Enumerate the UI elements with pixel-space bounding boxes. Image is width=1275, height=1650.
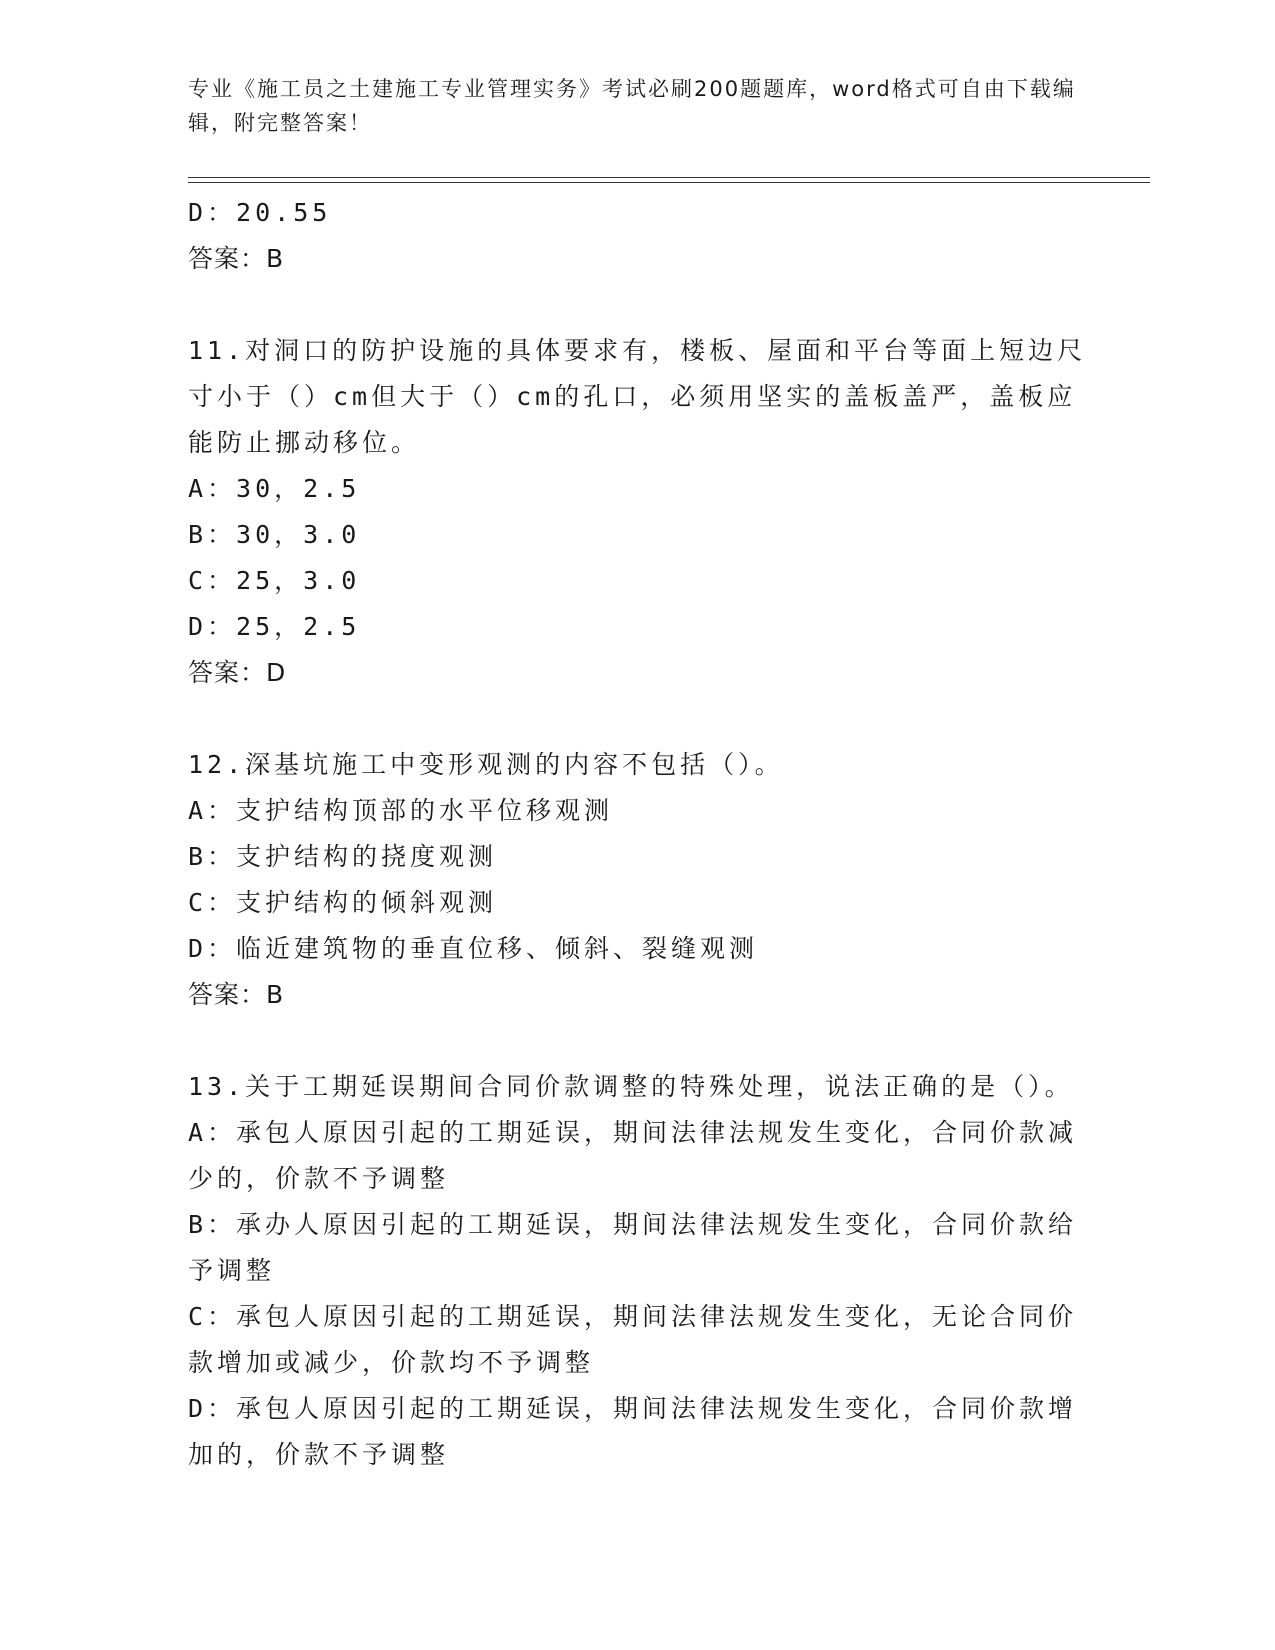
option-b: B：30，3.0 (188, 520, 361, 549)
option-c: C：承包人原因引起的工期延误，期间法律法规发生变化，无论合同价款增加或减少，价款均不予调整 (188, 1302, 1078, 1377)
option-d: D：承包人原因引起的工期延误，期间法律法规发生变化，合同价款增加的，价款不予调整 (188, 1394, 1078, 1469)
question-12 (188, 742, 1088, 1018)
question-stem: 13.关于工期延误期间合同价款调整的特殊处理，说法正确的是（）。 (188, 1072, 1074, 1101)
spacer (188, 1018, 1088, 1064)
question-stem: 12.深基坑施工中变形观测的内容不包括（）。 (188, 750, 784, 779)
option-a: A：支护结构顶部的水平位移观测 (188, 796, 614, 825)
question-11 (188, 328, 1088, 696)
document-header: 专业《施工员之土建施工专业管理实务》考试必刷200题题库，word格式可自由下载编辑，附完整答案！ (188, 77, 1076, 135)
option-d: D：25，2.5 (188, 612, 361, 641)
option-b: B：承办人原因引起的工期延误，期间法律法规发生变化，合同价款给予调整 (188, 1210, 1078, 1285)
option-a: A：承包人原因引起的工期延误，期间法律法规发生变化，合同价款减少的，价款不予调整 (188, 1118, 1078, 1193)
option-c: C：支护结构的倾斜观测 (188, 888, 498, 917)
option-c: C：25，3.0 (188, 566, 361, 595)
option-a: A：30，2.5 (188, 474, 361, 503)
header-rule-top (188, 177, 1150, 178)
option-d: D：临近建筑物的垂直位移、倾斜、裂缝观测 (188, 934, 759, 963)
option-b: B：支护结构的挠度观测 (188, 842, 498, 871)
spacer (188, 282, 1088, 328)
header-rule-bottom (188, 182, 1150, 183)
question-answer: 答案：B (188, 980, 285, 1009)
question-13 (188, 1064, 1088, 1478)
question-answer: 答案：D (188, 658, 287, 687)
document-body (188, 190, 1088, 1478)
spacer (188, 696, 1088, 742)
previous-answer: 答案：B (188, 244, 285, 273)
question-stem: 11.对洞口的防护设施的具体要求有，楼板、屋面和平台等面上短边尺寸小于（）cm但大于（）cm的孔口，必须用坚实的盖板盖严，盖板应能防止挪动移位。 (188, 336, 1087, 457)
previous-option-d: D：20.55 (188, 198, 332, 227)
